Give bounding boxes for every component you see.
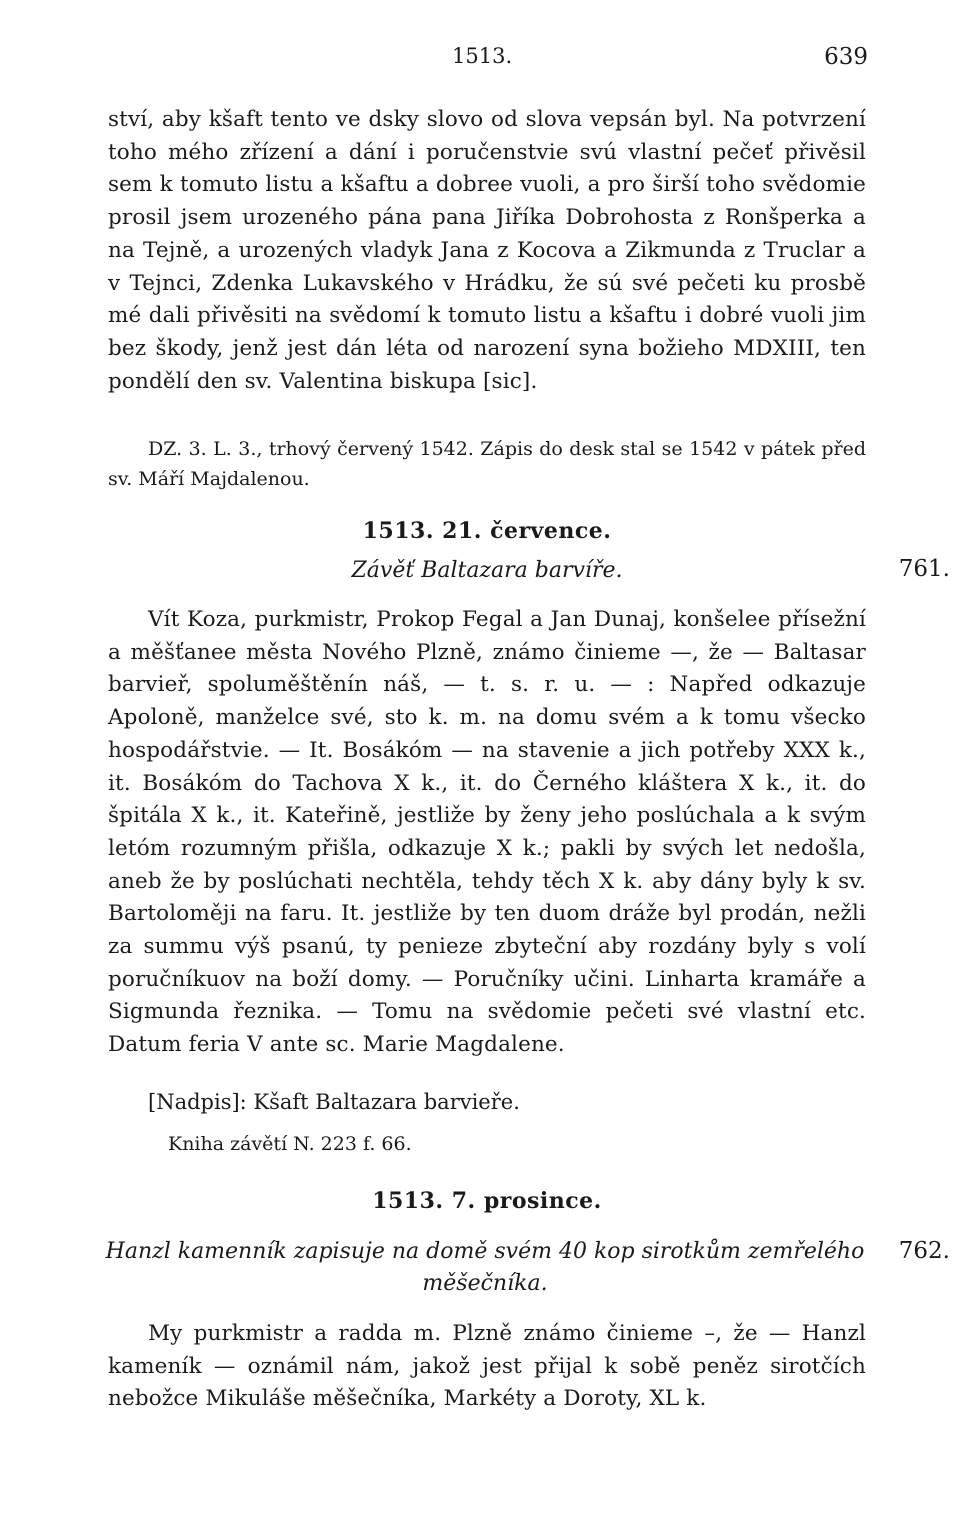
continuation-source-note: [108, 434, 866, 494]
entry-762-body: [108, 1318, 866, 1416]
continuation-text: ství, aby kšaft tento ve dsky slovo od slova vepsán byl. Na potvrzení toho mého zřízení a dání i poručenstvie svú vlastní pečeť přivěsil sem k tomuto listu a kšaftu a dobree vuoli, a pro širší toho svědomie prosil jsem urozeného pána pana Jiříka Dobrohosta z Ronšperka a na Tejně, a urozených vladyk Jana z Kocova a Zikmunda z Truclar a v Tejnci, Zdenka Lukavského v Hrádku, že sú své pečeti ku prosbě mé dali přivěsiti na svědomí k tomuto listu a kšaftu i dobré vuoli jim bez škody, jenž jest dán léta od narození syna božieho MDXIII, ten pondělí den sv. Valentina biskupa [sic].: [108, 107, 866, 394]
entry-762-date: 1513. 7. prosince.: [372, 1188, 602, 1214]
entry-761-number: 761.: [898, 556, 950, 582]
running-head: [0, 44, 960, 74]
source-note-text: DZ. 3. L. 3., trhový červený 1542. Zápis do desk stal se 1542 v pátek před sv. Máří Majdalenou.: [108, 438, 866, 490]
entry-761-inscription: [Nadpis]: Kšaft Baltazara barvieře.: [148, 1090, 520, 1114]
entry-762-body-text: My purkmistr a radda m. Plzně známo činieme –, že — Hanzl kameník — oznámil nám, jakož jest přijal k sobě peněz sirotčích nebožce Mikuláše měšečníka, Markéty a Doroty, XL k.: [108, 1321, 866, 1412]
entry-761-source-note: Kniha závětí N. 223 f. 66.: [168, 1133, 412, 1155]
continuation-paragraph: [108, 104, 866, 398]
entry-761-body-text: Vít Koza, purkmistr, Prokop Fegal a Jan Dunaj, konšelee přísežní a měšťanee města Nového Plzně, známo činieme —, že — Baltasar barvieř, spoluměštěnín náš, — t. s. r. u. — : Napřed odkazuje Apoloně, manželce své, sto k. m. na domu svém a k tomu všecko hospodářstvie. — It. Bosákóm — na stavenie a jich potřeby XXX k., it. Bosákóm do Tachova X k., it. do Černého kláštera X k., it. do špitála X k., it. Kateřině, jestliže by ženy jeho poslúchala a k svým letóm rozumným přišla, odkazuje X k.; pakli by svých let nedošla, aneb že by poslúchati nechtěla, tehdy těch X k. aby dány byly k sv. Bartoloměji na faru. It. jestliže by ten duom dráže byl prodán, nežli za summu výš psanú, ty penieze zbyteční aby rozdány byly s volí poručníkuov na boží domy. — Poručníky učini. Linharta kramáře a Sigmunda řeznika. — Tomu na svědomie pečeti své vlastní etc. Datum feria V ante sc. Marie Magdalene.: [108, 607, 866, 1058]
entry-762-title: Hanzl kamenník zapisuje na domě svém 40 kop sirotkům zemřelého měšečníka.: [105, 1239, 865, 1296]
entry-761-date: 1513. 21. července.: [362, 518, 612, 544]
running-year: 1513.: [452, 44, 513, 68]
page-number: 639: [824, 44, 868, 70]
entry-762-number: 762.: [898, 1238, 950, 1264]
entry-761-title: Závěť Baltazara barvíře.: [351, 558, 623, 583]
entry-761-body: [108, 604, 866, 1062]
